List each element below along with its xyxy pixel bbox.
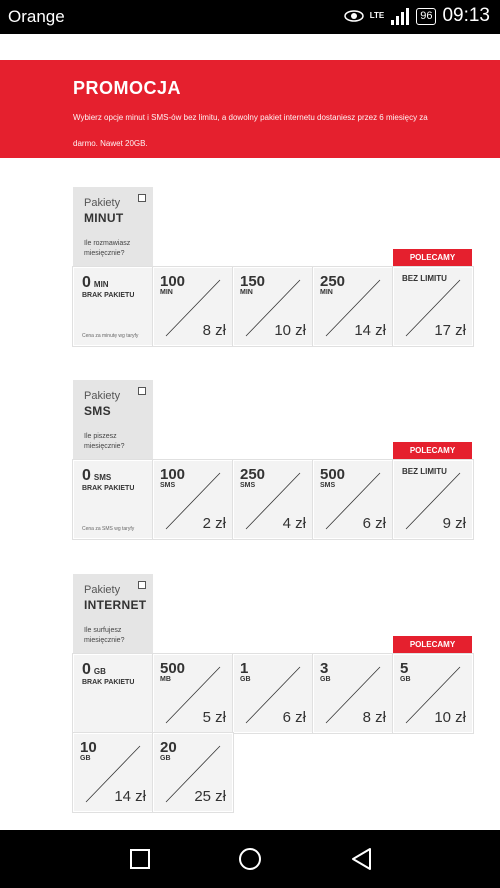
option-value: 250 [240, 466, 266, 483]
option-price: 9 zł [442, 515, 466, 532]
option-unit: GB [80, 755, 91, 762]
option-tile[interactable] [233, 654, 313, 733]
option-value: 500 [320, 466, 346, 483]
option-unit: SMS [320, 482, 336, 489]
option-price: 4 zł [282, 515, 306, 532]
option-value: 20 [160, 739, 177, 756]
option-no-package[interactable] [73, 267, 153, 346]
checkbox-icon[interactable] [138, 581, 146, 589]
option-value: 0 [82, 274, 91, 291]
android-nav-bar [0, 830, 500, 888]
option-title: BEZ LIMITU [402, 467, 447, 476]
option-value: 150 [240, 273, 266, 290]
promo-text: Wybierz opcje minut i SMS-ów bez limitu, a dowolny pakiet internetu dostaniesz przez 6 miesięcy za darmo. Nawet 20GB. [73, 113, 428, 148]
option-price: 8 zł [202, 322, 226, 339]
carrier-name: Orange [8, 7, 65, 26]
category-box-internet [73, 574, 153, 654]
promo-banner [0, 60, 500, 158]
option-tile[interactable] [313, 654, 393, 733]
category-label: Pakiety [84, 197, 121, 209]
option-unit: GB [400, 676, 411, 683]
option-price: 2 zł [202, 515, 226, 532]
option-value: 1 [240, 660, 249, 677]
option-value: 5 [400, 660, 409, 677]
category-title: MINUT [84, 211, 124, 225]
option-tile[interactable] [313, 267, 393, 346]
option-price: 14 zł [354, 322, 386, 339]
option-tile[interactable] [313, 460, 393, 539]
option-unit: GB [160, 755, 171, 762]
option-tile[interactable] [153, 460, 233, 539]
signal-icon [390, 7, 410, 25]
option-tile[interactable] [393, 654, 473, 733]
option-value: 500 [160, 660, 186, 677]
option-tile[interactable] [233, 460, 313, 539]
category-question: Ile rozmawiasz miesięcznie? [84, 240, 131, 257]
home-button[interactable] [237, 846, 263, 872]
option-tile[interactable] [153, 267, 233, 346]
option-subtitle: BRAK PAKIETU [82, 679, 135, 686]
option-price: 25 zł [194, 788, 226, 805]
option-unit: GB [240, 676, 251, 683]
option-price: 10 zł [274, 322, 306, 339]
category-title: SMS [84, 404, 111, 418]
option-title: BEZ LIMITU [402, 274, 447, 283]
option-value: 100 [160, 273, 186, 290]
option-unit: MIN [160, 289, 173, 296]
recommended-badge: POLECAMY [393, 249, 472, 266]
option-value: 10 [80, 739, 97, 756]
option-price: 5 zł [202, 709, 226, 726]
option-unit: SMS [160, 482, 176, 489]
option-tile[interactable] [153, 654, 233, 733]
option-no-package[interactable] [73, 460, 153, 539]
option-unit: MIN [240, 289, 253, 296]
option-subtitle: BRAK PAKIETU [82, 485, 135, 492]
checkbox-icon[interactable] [138, 387, 146, 395]
option-no-package[interactable] [73, 654, 153, 733]
battery-icon: 96 [416, 8, 436, 25]
option-unit: GB [320, 676, 331, 683]
option-value: 0 [82, 661, 91, 678]
category-box-minutes [73, 187, 153, 267]
option-price: 14 zł [114, 788, 146, 805]
option-tile[interactable] [73, 733, 153, 812]
checkbox-icon[interactable] [138, 194, 146, 202]
option-note: Cena za SMS wg taryfy [82, 526, 135, 532]
option-price: 17 zł [434, 322, 466, 339]
option-price: 8 zł [362, 709, 386, 726]
lte-indicator: LTE [369, 11, 385, 20]
category-label: Pakiety [84, 390, 121, 402]
back-button[interactable] [349, 846, 375, 872]
option-value: 3 [320, 660, 329, 677]
option-tile[interactable] [233, 267, 313, 346]
recent-apps-button[interactable] [127, 846, 153, 872]
status-bar [0, 0, 500, 34]
category-title: INTERNET [84, 598, 147, 612]
promo-title: PROMOCJA [73, 78, 182, 98]
option-price: 10 zł [434, 709, 466, 726]
option-unit: MIN [320, 289, 333, 296]
option-value: 0 [82, 467, 91, 484]
category-question: Ile piszesz miesięcznie? [84, 433, 125, 450]
category-box-sms [73, 380, 153, 460]
option-unit: MIN [93, 280, 109, 289]
category-question: Ile surfujesz miesięcznie? [84, 627, 125, 644]
category-label: Pakiety [84, 584, 121, 596]
option-unit: GB [93, 667, 106, 676]
option-value: 100 [160, 466, 186, 483]
option-note: Cena za minutę wg taryfy [82, 333, 139, 339]
eye-icon [344, 6, 364, 26]
clock: 09:13 [442, 5, 490, 26]
option-value: 250 [320, 273, 346, 290]
option-price: 6 zł [362, 515, 386, 532]
option-subtitle: BRAK PAKIETU [82, 292, 135, 299]
option-unlimited[interactable] [393, 267, 473, 346]
option-price: 6 zł [282, 709, 306, 726]
recommended-badge: POLECAMY [393, 636, 472, 653]
option-unit: MB [160, 676, 171, 683]
option-unlimited[interactable] [393, 460, 473, 539]
option-unit: SMS [240, 482, 256, 489]
option-tile[interactable] [153, 733, 233, 812]
recommended-badge: POLECAMY [393, 442, 472, 459]
option-unit: SMS [93, 473, 112, 482]
